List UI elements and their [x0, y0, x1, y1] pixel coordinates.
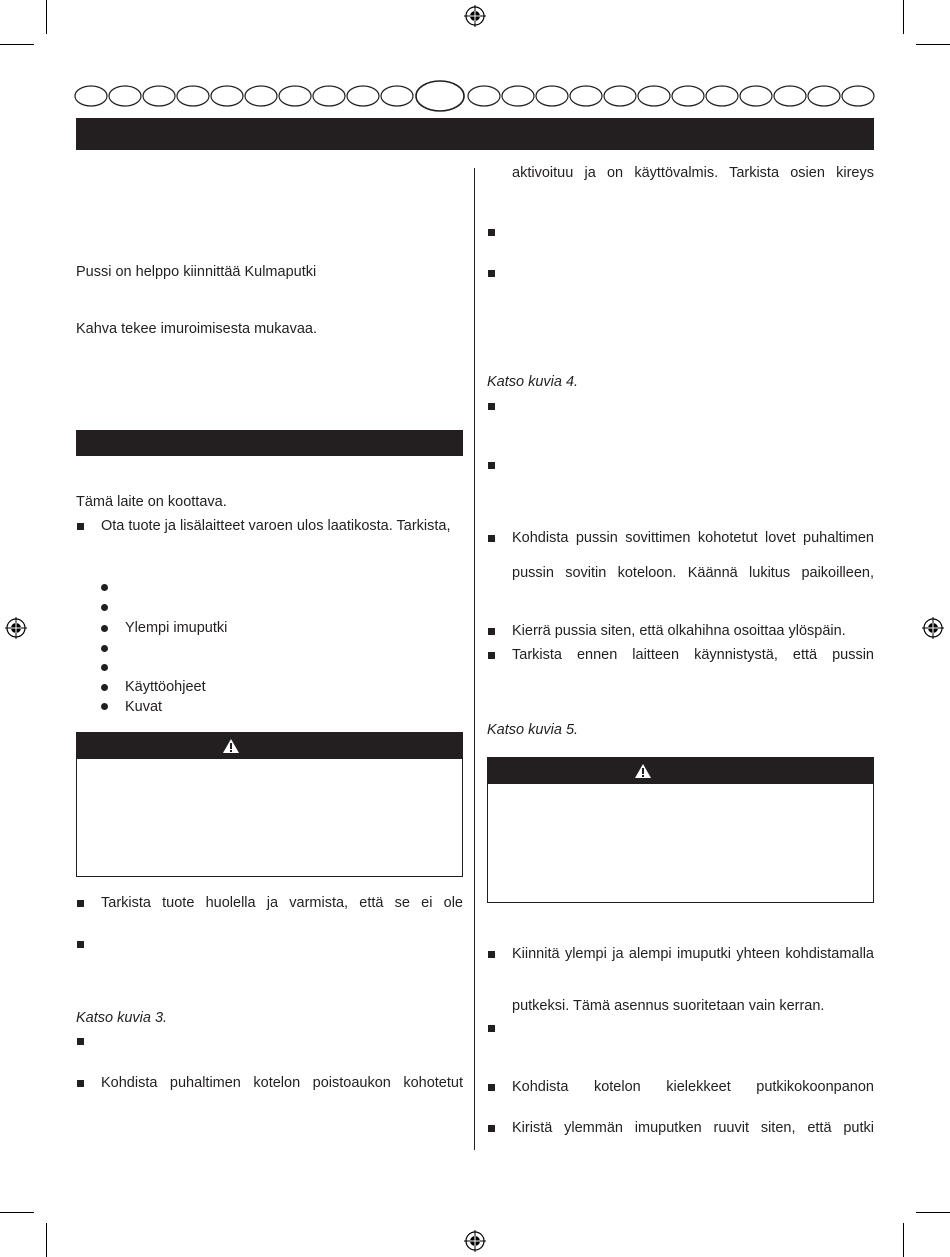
figure-reference: Katso kuvia 5.	[487, 722, 579, 738]
list-item: Kuvat	[125, 699, 163, 715]
assembly-intro: Tämä laite on koottava.	[76, 494, 227, 510]
list-item: Ylempi imuputki	[125, 620, 228, 636]
bullet-square	[77, 1038, 84, 1045]
crop-mark	[916, 1212, 950, 1213]
bullet-square	[488, 951, 495, 958]
bullet-dot	[101, 604, 108, 611]
column-divider	[474, 168, 475, 1150]
language-tab-row	[74, 80, 876, 112]
bullet-square	[77, 523, 84, 530]
crop-mark	[903, 0, 904, 34]
continued-text: aktivoituu ja on käyttövalmis. Tarkista osien kireys	[512, 165, 874, 181]
registration-mark-icon	[922, 617, 944, 639]
registration-mark-icon	[464, 1230, 486, 1252]
bullet-square	[77, 900, 84, 907]
bullet-dot	[101, 684, 108, 691]
align-bag-instruction: pussin sovitin koteloon. Käännä lukitus paikoilleen,	[512, 565, 874, 581]
bullet-dot	[101, 625, 108, 632]
figure-reference: Katso kuvia 4.	[487, 374, 579, 390]
bullet-dot	[101, 584, 108, 591]
bullet-square	[488, 229, 495, 236]
inspect-instruction: Tarkista tuote huolella ja varmista, että se ei ole	[101, 895, 463, 911]
warning-triangle-icon	[222, 738, 240, 754]
figure-reference: Katso kuvia 3.	[76, 1010, 168, 1026]
check-bag-instruction: Tarkista ennen laitteen käynnistystä, että pussin	[512, 647, 874, 663]
bullet-dot	[101, 703, 108, 710]
registration-mark-icon	[5, 617, 27, 639]
intro-paragraph: Kahva tekee imuroimisesta mukavaa.	[76, 321, 317, 337]
registration-mark-icon	[464, 5, 486, 27]
bullet-square	[488, 1125, 495, 1132]
bullet-square	[488, 270, 495, 277]
align-instruction: Kohdista puhaltimen kotelon poistoaukon kohotetut	[101, 1075, 463, 1091]
crop-mark	[916, 44, 950, 45]
bullet-dot	[101, 645, 108, 652]
attach-tubes-instruction: putkeksi. Tämä asennus suoritetaan vain kerran.	[512, 998, 825, 1014]
align-bag-instruction: Kohdista pussin sovittimen kohotetut lovet puhaltimen	[512, 530, 874, 546]
bullet-square	[488, 652, 495, 659]
bullet-square	[488, 1084, 495, 1091]
unpack-instruction: Ota tuote ja lisälaitteet varoen ulos laatikosta. Tarkista,	[101, 518, 451, 534]
attach-tubes-instruction: Kiinnitä ylempi ja alempi imuputki yhteen kohdistamalla	[512, 946, 874, 962]
bullet-dot	[101, 664, 108, 671]
intro-paragraph: Pussi on helppo kiinnittää Kulmaputki	[76, 264, 317, 280]
bullet-square	[77, 941, 84, 948]
warning-box	[487, 757, 874, 903]
bullet-square	[488, 628, 495, 635]
crop-mark	[0, 1212, 34, 1213]
crop-mark	[0, 44, 34, 45]
warning-box	[76, 732, 463, 877]
bullet-square	[488, 462, 495, 469]
bullet-square	[77, 1080, 84, 1087]
crop-mark	[46, 1223, 47, 1257]
bullet-square	[488, 1025, 495, 1032]
section-header-bar	[76, 430, 463, 456]
warning-header	[488, 758, 873, 784]
crop-mark	[46, 0, 47, 34]
bullet-square	[488, 403, 495, 410]
warning-header	[77, 733, 462, 759]
list-item: Käyttöohjeet	[125, 679, 206, 695]
align-tabs-instruction: Kohdista kotelon kielekkeet putkikokoonpanon	[512, 1079, 874, 1095]
warning-triangle-icon	[634, 763, 652, 779]
rotate-bag-instruction: Kierrä pussia siten, että olkahihna osoittaa ylöspäin.	[512, 623, 846, 639]
crop-mark	[903, 1223, 904, 1257]
page-header-bar	[76, 118, 874, 150]
bullet-square	[488, 535, 495, 542]
tighten-instruction: Kiristä ylemmän imuputken ruuvit siten, että putki	[512, 1120, 874, 1136]
